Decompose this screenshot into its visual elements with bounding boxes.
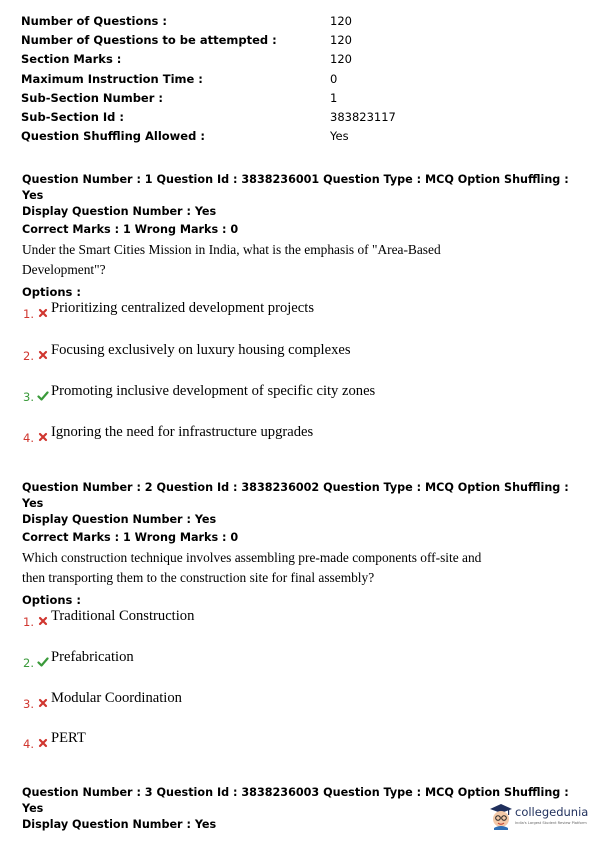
cross-icon	[37, 737, 49, 749]
mascot-icon	[488, 800, 514, 830]
info-value: 0	[330, 71, 338, 86]
question-text	[22, 240, 572, 280]
option-text: Prioritizing centralized development projects	[51, 300, 315, 316]
options-title: Options :	[22, 593, 81, 607]
options-title: Options :	[22, 285, 81, 299]
check-icon	[37, 390, 49, 402]
option-number: 4.	[23, 431, 34, 445]
info-value: 1	[330, 90, 338, 105]
option-number: 3.	[23, 697, 34, 711]
option-text: Prefabrication	[51, 649, 134, 665]
option-text: Traditional Construction	[51, 608, 195, 624]
logo-tagline: India's Largest Student Review Platform	[515, 821, 587, 825]
option-text: Modular Coordination	[51, 690, 182, 706]
cross-icon	[37, 697, 49, 709]
question-display: Display Question Number : Yes	[22, 818, 217, 831]
option-text: Promoting inclusive development of specific city zones	[51, 383, 376, 399]
info-label: Sub-Section Number :	[21, 90, 164, 105]
info-label: Number of Questions to be attempted :	[21, 33, 277, 48]
question-header: Question Number : 1 Question Id : 3838236001 Question Type : MCQ Option Shuffling : Yes	[22, 173, 569, 202]
question-text-line: Development"?	[22, 262, 106, 277]
info-value: Yes	[330, 129, 349, 144]
question-text	[22, 548, 572, 588]
logo-name: collegedunia	[515, 805, 589, 819]
question-text-line: Which construction technique involves assembling pre-made components off-site and	[22, 550, 482, 565]
question-header: Question Number : 3 Question Id : 3838236003 Question Type : MCQ Option Shuffling : Yes	[22, 786, 569, 815]
check-icon	[37, 656, 49, 668]
question-header: Question Number : 2 Question Id : 3838236002 Question Type : MCQ Option Shuffling : Yes	[22, 481, 569, 510]
option-number: 1.	[23, 307, 34, 321]
option-text: PERT	[51, 730, 86, 746]
info-label: Question Shuffling Allowed :	[21, 129, 205, 144]
question-marks: Correct Marks : 1 Wrong Marks : 0	[22, 531, 239, 544]
question-text-line: then transporting them to the construction site for final assembly?	[22, 570, 375, 585]
option-number: 2.	[23, 349, 34, 363]
option-number: 4.	[23, 737, 34, 751]
question-display: Display Question Number : Yes	[22, 513, 217, 526]
option-number: 2.	[23, 656, 34, 670]
option-number: 1.	[23, 615, 34, 629]
cross-icon	[37, 307, 49, 319]
cross-icon	[37, 349, 49, 361]
info-value: 120	[330, 14, 352, 28]
question-text-line: Under the Smart Cities Mission in India, what is the emphasis of "Area-Based	[22, 242, 441, 257]
question-marks: Correct Marks : 1 Wrong Marks : 0	[22, 223, 239, 236]
question-2	[22, 480, 572, 751]
info-label: Number of Questions :	[21, 14, 167, 28]
info-value: 120	[330, 52, 352, 67]
question-1	[22, 172, 572, 445]
info-label: Section Marks :	[21, 52, 122, 67]
option-number: 3.	[23, 390, 34, 404]
info-label: Maximum Instruction Time :	[21, 71, 203, 86]
info-label: Sub-Section Id :	[21, 109, 125, 124]
info-value: 120	[330, 33, 352, 48]
cross-icon	[37, 431, 49, 443]
collegedunia-logo	[488, 800, 590, 832]
option-text: Ignoring the need for infrastructure upgrades	[51, 424, 314, 440]
info-value: 383823117	[330, 109, 396, 124]
question-display: Display Question Number : Yes	[22, 205, 217, 218]
option-text: Focusing exclusively on luxury housing complexes	[51, 342, 351, 358]
cross-icon	[37, 615, 49, 627]
